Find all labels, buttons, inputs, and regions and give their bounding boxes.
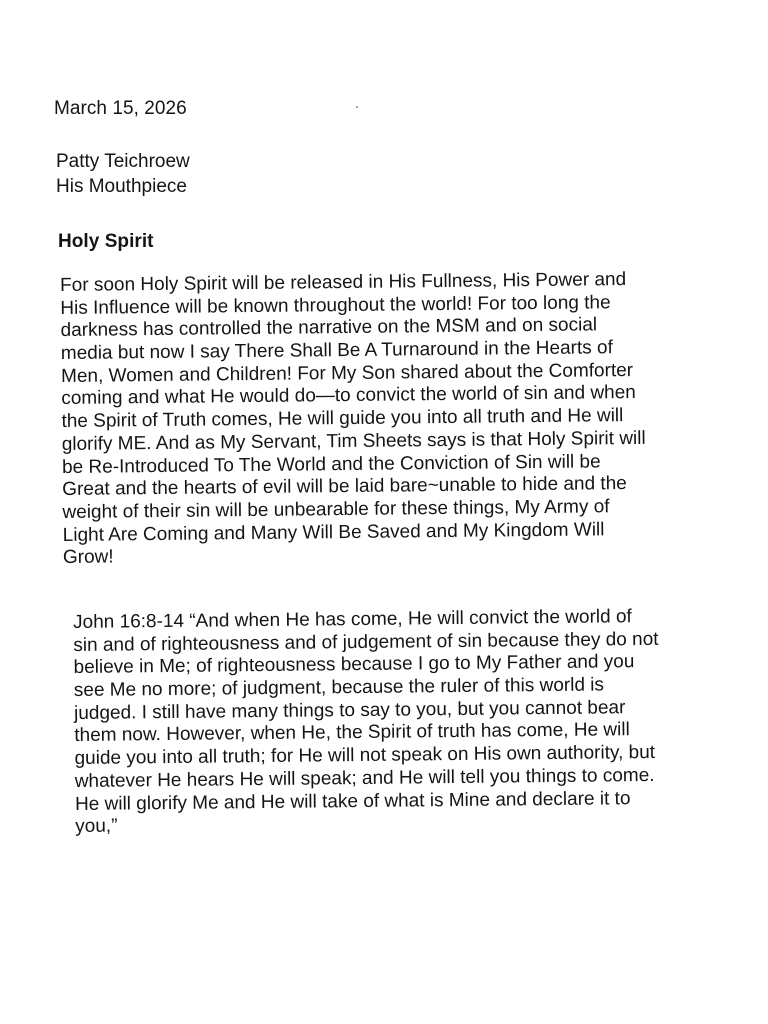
scripture-line: you,” xyxy=(75,815,118,838)
message-line: Great and the hearts of evil will be laid bare~unable to hide and the xyxy=(62,473,627,501)
scripture-paragraph xyxy=(73,606,661,839)
message-line: weight of their sin will be unbearable for these things, My Army of xyxy=(62,496,610,523)
scripture-line: He will glorify Me and He will take of what is Mine and declare it to xyxy=(74,787,631,815)
message-line: For soon Holy Spirit will be released in His Fullness, His Power and xyxy=(60,269,627,296)
scripture-line: see Me no more; of judgment, because the ruler of this world is xyxy=(73,674,605,702)
message-line: glorify ME. And as My Servant, Tim Sheets says is that Holy Spirit will xyxy=(61,427,646,455)
message-paragraph xyxy=(60,269,647,570)
message-line: media but now I say There Shall Be A Turnaround in the Hearts of xyxy=(60,337,613,365)
scripture-line: John 16:8-14 “And when He has come, He will convict the world of xyxy=(73,606,632,633)
author-role: His Mouthpiece xyxy=(56,176,187,197)
scan-speck xyxy=(356,106,358,108)
scripture-line: guide you into all truth; for He will not speak on His own authority, but xyxy=(74,742,656,770)
message-line: the Spirit of Truth comes, He will guide you into all truth and He will xyxy=(61,405,624,433)
message-line: be Re-Introduced To The World and the Conviction of Sin will be xyxy=(61,450,601,478)
scripture-line: judged. I still have many things to say to you, but you cannot bear xyxy=(73,696,626,724)
document-date: March 15, 2026 xyxy=(54,98,187,119)
scripture-line: them now. However, when He, the Spirit of truth has come, He will xyxy=(74,719,630,747)
scripture-line: believe in Me; of righteousness because I go to My Father and you xyxy=(73,651,635,679)
message-line: Men, Women and Children! For My Son shared about the Comforter xyxy=(60,359,634,387)
message-line: His Influence will be known throughout the world! For too long the xyxy=(60,291,611,319)
message-line: Grow! xyxy=(62,546,114,569)
scripture-line: whatever He hears He will speak; and He will tell you things to come. xyxy=(74,764,655,792)
document-title: Holy Spirit xyxy=(58,231,154,252)
author-block xyxy=(56,149,190,199)
author-name: Patty Teichroew xyxy=(56,151,190,172)
message-line: Light Are Coming and Many Will Be Saved and My Kingdom Will xyxy=(62,518,605,546)
scripture-line: sin and of righteousness and of judgement of sin because they do not xyxy=(73,628,659,656)
message-line: darkness has controlled the narrative on the MSM and on social xyxy=(60,314,598,342)
message-line: coming and what He would do—to convict the world of sin and when xyxy=(61,382,636,410)
